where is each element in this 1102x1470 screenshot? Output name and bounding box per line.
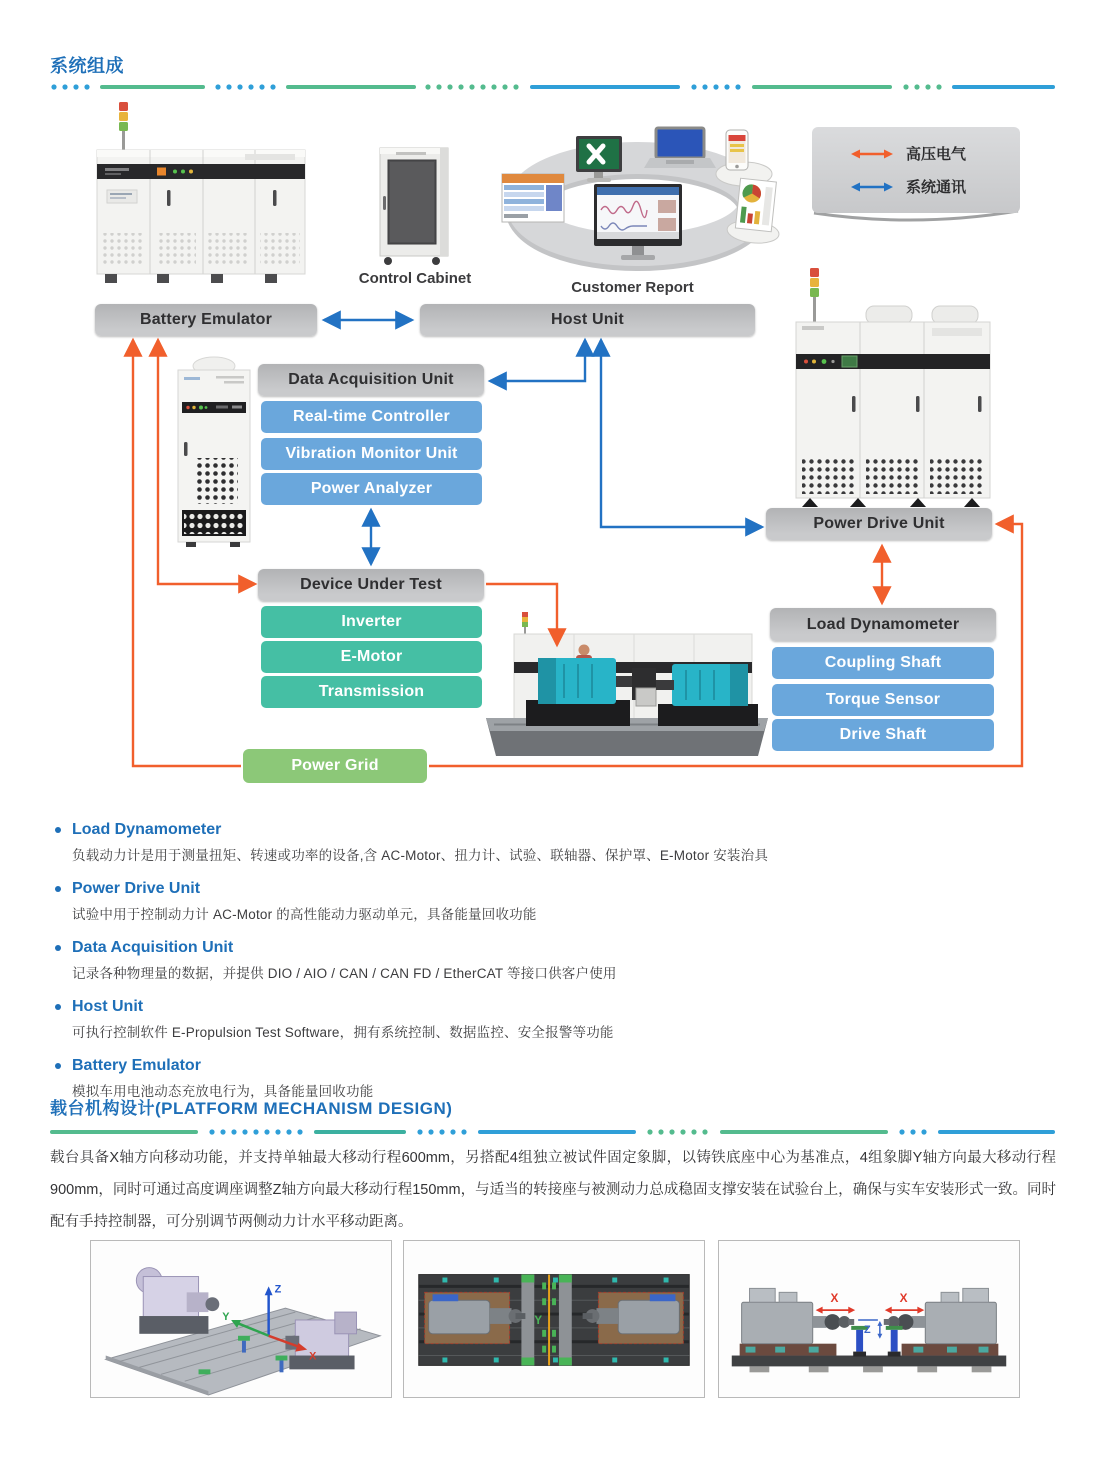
component-desc: 可执行控制软件 E-Propulsion Test Software，拥有系统控制、数据监控、安全报警等功能 xyxy=(72,1025,614,1040)
axis-label-x-left: X xyxy=(830,1291,839,1306)
blue-double-arrow-icon xyxy=(850,181,894,193)
control-cabinet-image xyxy=(366,144,462,270)
test-bench-image xyxy=(486,610,768,758)
diagram-legend xyxy=(812,127,1020,213)
component-desc: 试验中用于控制动力计 AC-Motor 的高性能动力驱动单元，具备能量回收功能 xyxy=(72,907,537,922)
component-title: Host Unit xyxy=(72,998,144,1015)
figure-side-view xyxy=(718,1240,1020,1398)
legend-label-hv: 高压电气 xyxy=(906,146,967,163)
bullet-icon xyxy=(55,945,61,951)
node-coupling-shaft: Coupling Shaft xyxy=(772,647,994,679)
node-e-motor: E-Motor xyxy=(261,641,482,673)
customer-report-image xyxy=(488,122,788,277)
list-item xyxy=(55,995,1025,1041)
bullet-icon xyxy=(55,827,61,833)
component-desc: 模拟车用电池动态充放电行为，具备能量回收功能 xyxy=(72,1084,374,1099)
side-view-cad-image xyxy=(719,1241,1019,1397)
isometric-cad-image xyxy=(91,1241,391,1397)
figure-isometric-view xyxy=(90,1240,392,1398)
list-item xyxy=(55,877,1025,923)
node-device-under-test: Device Under Test xyxy=(258,569,484,601)
axis-label-z: Z xyxy=(864,1323,871,1336)
component-title: Power Drive Unit xyxy=(72,880,201,897)
node-load-dynamometer: Load Dynamometer xyxy=(770,608,996,641)
bullet-icon xyxy=(55,886,61,892)
legend-row-hv xyxy=(850,143,1020,164)
axis-label-y: Y xyxy=(534,1312,543,1327)
orange-double-arrow-icon xyxy=(850,148,894,160)
component-title: Data Acquisition Unit xyxy=(72,939,234,956)
list-item xyxy=(55,936,1025,982)
figure-top-view xyxy=(403,1240,705,1398)
node-data-acquisition-unit: Data Acquisition Unit xyxy=(258,364,484,396)
power-drive-unit-image xyxy=(792,266,994,508)
report-table-panel xyxy=(502,174,564,222)
axis-label-x-right: X xyxy=(899,1291,908,1306)
legend-label-comm: 系统通讯 xyxy=(906,179,967,196)
node-drive-shaft: Drive Shaft xyxy=(772,719,994,751)
node-inverter: Inverter xyxy=(261,606,482,638)
data-acquisition-image xyxy=(172,350,256,548)
section-title-platform-design: 载台机构设计(PLATFORM MECHANISM DESIGN) xyxy=(50,1099,453,1118)
control-cabinet-label: Control Cabinet xyxy=(358,270,472,287)
legend-row-comm xyxy=(850,176,1020,197)
axis-label-z: Z xyxy=(274,1283,282,1296)
bullet-icon xyxy=(55,1063,61,1069)
customer-report-label: Customer Report xyxy=(571,279,694,296)
component-title: Load Dynamometer xyxy=(72,821,222,838)
section-title-system-composition: 系统组成 xyxy=(50,56,124,76)
node-vibration-monitor-unit: Vibration Monitor Unit xyxy=(261,438,482,470)
node-battery-emulator: Battery Emulator xyxy=(95,304,317,336)
node-power-grid: Power Grid xyxy=(243,749,427,783)
jack-stands xyxy=(851,1323,902,1357)
component-list xyxy=(55,818,1025,1113)
component-title: Battery Emulator xyxy=(72,1057,201,1074)
axis-label-y: Y xyxy=(222,1310,230,1323)
node-torque-sensor: Torque Sensor xyxy=(772,684,994,716)
platform-paragraph: 载台具备X轴方向移动功能，并支持单轴最大移动行程600mm，另搭配4组独立被试件固定象脚，以铸铁底座中心为基准点，4组象脚Y轴方向最大移动行程900mm，同时可通过高度调座调整Z轴方向最大移动行程150mm，与适当的转接座与被测动力总成稳固支撑安装在试验台上，确保与实车安装形式一致。同时配有手持控制器，可分别调节两侧动力计水平移动距离。 xyxy=(50,1150,1056,1230)
laptop xyxy=(644,128,716,168)
bullet-icon xyxy=(55,1004,61,1010)
top-view-cad-image xyxy=(404,1241,704,1397)
node-transmission: Transmission xyxy=(261,676,482,708)
node-power-drive-unit: Power Drive Unit xyxy=(766,508,992,540)
component-desc: 记录各种物理量的数据，并提供 DIO / AIO / CAN / CAN FD / EtherCAT 等接口供客户使用 xyxy=(72,966,617,981)
axis-label-x: X xyxy=(309,1350,317,1363)
list-item xyxy=(55,818,1025,864)
section-divider xyxy=(50,84,1055,90)
node-host-unit: Host Unit xyxy=(420,304,755,336)
node-real-time-controller: Real-time Controller xyxy=(261,401,482,433)
section-divider xyxy=(50,1129,1055,1135)
component-desc: 负载动力计是用于测量扭矩、转速或功率的设备,含 AC-Motor、扭力计、试验、联轴器、保护罩、E-Motor 安装治具 xyxy=(72,848,769,863)
battery-emulator-image xyxy=(95,98,307,290)
node-power-analyzer: Power Analyzer xyxy=(261,473,482,505)
x-travel-annotations xyxy=(816,1291,925,1313)
